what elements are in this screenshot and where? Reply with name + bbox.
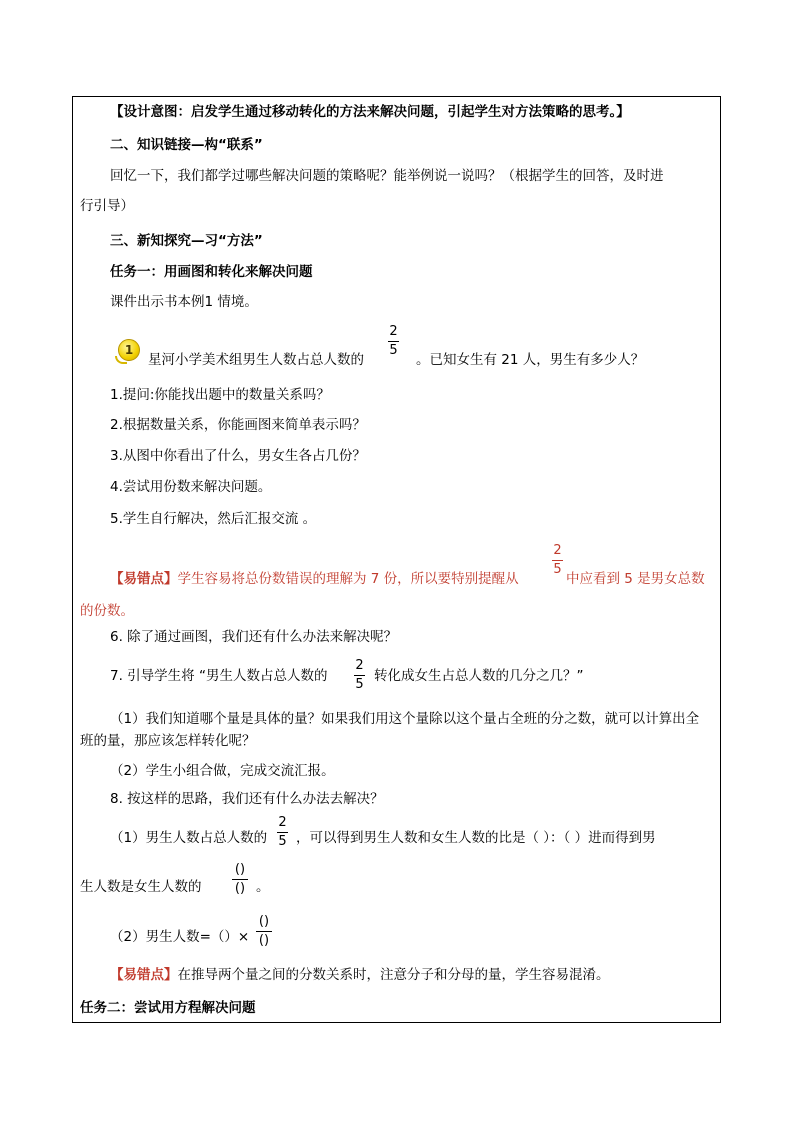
q8-sub2-blank-fraction [256, 915, 272, 948]
example-text-after: 。已知女生有 21 人，男生有多少人？ [416, 352, 645, 368]
fraction-denominator: 5 [278, 834, 287, 849]
error-note-2 [110, 965, 610, 985]
fraction-numerator: 2 [389, 324, 398, 339]
q8-sub1-prefix: （1）男生人数占总人数的 [110, 830, 268, 846]
q7-fraction [354, 659, 365, 692]
q8-sub1-suffix: ，可以得到男生人数和女生人数的比是（ ）：（ ）进而得到男 [296, 830, 656, 846]
task1-heading: 任务一：用画图和转化来解决问题 [110, 264, 313, 280]
fraction-denominator: 5 [553, 562, 562, 577]
question-6: 6. 除了通过画图，我们还有什么办法来解决呢？ [110, 629, 398, 645]
fraction-numerator: 2 [355, 658, 364, 673]
question-8: 8. 按这样的思路，我们还有什么办法去解决？ [110, 791, 384, 807]
section2-heading: 二、知识链接—构“联系” [110, 137, 263, 153]
recall-line1: 回忆一下，我们都学过哪些解决问题的策略呢？能举例说一说吗？（根据学生的回答，及时进 [110, 168, 664, 184]
step-1: 1.提问:你能找出题中的数量关系吗？ [110, 387, 330, 403]
step-2: 2.根据数量关系，你能画图来简单表示吗？ [110, 417, 366, 433]
fraction-denominator: () [234, 881, 246, 896]
q7-sub1-line1: （1）我们知道哪个量是具体的量？如果我们用这个量除以这个量占全班的分之数，就可以计算出全 [110, 711, 700, 727]
example-text-before: 星河小学美术组男生人数占总人数的 [148, 352, 364, 368]
q8-sub2-prefix: （2）男生人数=（）× [110, 929, 250, 945]
error-fraction [552, 544, 563, 577]
section3-heading: 三、新知探究—习“方法” [110, 233, 263, 249]
fraction-numerator: () [234, 862, 246, 877]
example-fraction [388, 325, 399, 358]
q7-sub1-line2: 班的量，那应该怎样转化呢？ [80, 733, 256, 749]
q8-sub1-blank-fraction [232, 863, 248, 896]
fraction-bar [256, 931, 272, 932]
error-note-1 [110, 569, 519, 589]
error-label: 【易错点】 [110, 571, 178, 587]
example-number: 1 [124, 343, 134, 357]
fraction-numerator: () [258, 914, 270, 929]
question-7-prefix: 7. 引导学生将 “男生人数占总人数的 [110, 668, 328, 684]
step-5: 5.学生自行解决，然后汇报交流 。 [110, 511, 317, 527]
q8-sub1-fraction [277, 816, 288, 849]
question-7-suffix: 转化成女生占总人数的几分之几？” [374, 668, 584, 684]
fraction-bar [232, 879, 248, 880]
error-text: 学生容易将总份数错误的理解为 7 份，所以要特别提醒从 [177, 571, 519, 587]
fraction-bar [277, 832, 288, 833]
step-3: 3.从图中你看出了什么，男女生各占几份？ [110, 448, 366, 464]
error-text-after: 中应看到 5 是男女总数 [566, 571, 705, 587]
fraction-denominator: 5 [389, 343, 398, 358]
task2-heading: 任务二：尝试用方程解决问题 [80, 1000, 256, 1016]
error-text: 在推导两个量之间的分数关系时，注意分子和分母的量，学生容易混淆。 [177, 967, 610, 983]
fraction-denominator: () [258, 933, 270, 948]
error-line2: 的份数。 [80, 603, 134, 619]
fraction-bar [354, 675, 365, 676]
courseware-line: 课件出示书本例1 情境。 [110, 294, 258, 310]
fraction-denominator: 5 [355, 677, 364, 692]
design-intent: 【设计意图：启发学生通过移动转化的方法来解决问题，引起学生对方法策略的思考。】 [110, 104, 630, 120]
fraction-bar [388, 341, 399, 342]
fraction-numerator: 2 [553, 543, 562, 558]
q7-sub2: （2）学生小组合做，完成交流汇报。 [110, 763, 335, 779]
q8-sub1-line2-suffix: 。 [256, 879, 270, 895]
step-4: 4.尝试用份数来解决问题。 [110, 479, 272, 495]
fraction-bar [552, 560, 563, 561]
recall-line2: 行引导） [80, 198, 134, 214]
q8-sub1-line2-prefix: 生人数是女生人数的 [80, 879, 202, 895]
fraction-numerator: 2 [278, 815, 287, 830]
error-label: 【易错点】 [110, 967, 178, 983]
